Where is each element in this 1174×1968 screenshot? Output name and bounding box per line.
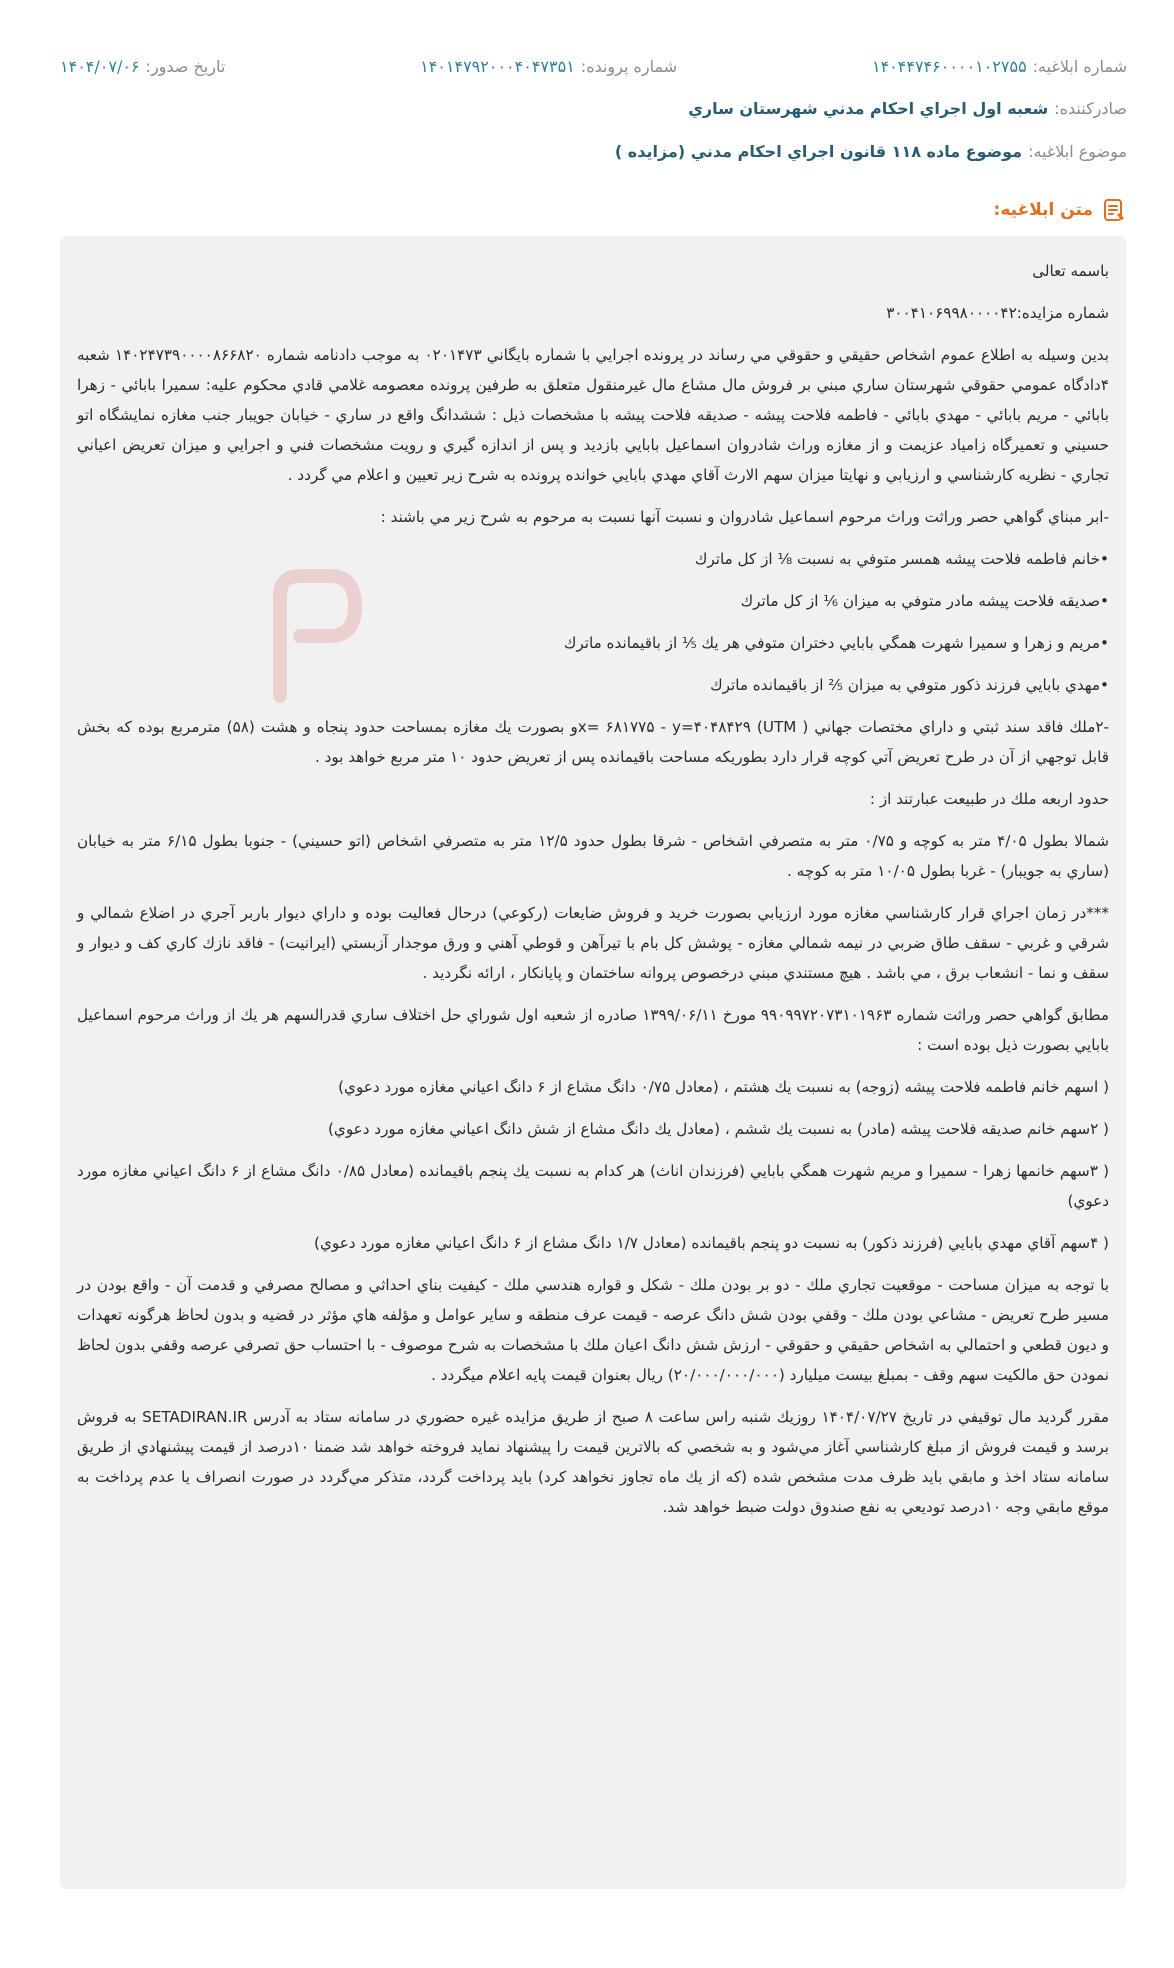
body-paragraph: شماره مزایده:۳۰۰۴۱۰۶۹۹۸۰۰۰۰۴۲ [886, 304, 1109, 322]
document-icon [1101, 197, 1127, 223]
body-paragraph: •خانم فاطمه فلاحت پيشه همسر متوفي به نسبت ⅛ از كل ماترك [694, 550, 1109, 568]
issue-date-label: تاریخ صدور: [145, 57, 226, 76]
body-paragraph: ***در زمان اجراي قرار كارشناسي مغازه مورد ارزيابي بصورت خريد و فروش ضايعات (ركوعي) درحال فعاليت بوده و داراي ديوار باربر آجري در اضلاع شمالي و شرقي و غربي - سقف طاق ضربي در نيمه شمالي مغازه - پوشش كل بام با تيرآهن و قوطي آهني و ورق موجدار آزبستي (ايرانيت) - فاقد نازك كاري كف و ديوار و سقف و نما - انشعاب برق ، مي باشد . هيچ مستندي مبني درخصوص پروانه ساختمان و پايانكار ، ارائه نگرديد . [77, 904, 1109, 982]
notice-body [60, 236, 1126, 1889]
body-paragraph: ( ۴سهم آقاي مهدي بابايي (فرزند ذكور) به نسبت دو پنجم باقيمانده (معادل ۱/۷ دانگ مشاع از ۶ دانگ اعياني مغازه مورد دعوي) [314, 1234, 1109, 1252]
subject [615, 142, 1127, 161]
notice-number-value: ۱۴۰۴۴۷۴۶۰۰۰۰۱۰۲۷۵۵ [871, 57, 1027, 76]
body-paragraph: ( اسهم خانم فاطمه فلاحت پيشه (زوجه) به نسبت يك هشتم ، (معادل ۰/۷۵ دانگ مشاع از ۶ دانگ اعياني مغازه مورد دعوي) [338, 1078, 1109, 1096]
body-paragraph: ( ۳سهم خانمها زهرا - سميرا و مريم شهرت همگي بابايي (فرزندان اناث) هر كدام به نسبت يك پنجم باقيمانده (معادل ۰/۸۵ دانگ مشاع از ۶ دانگ اعياني مغازه مورد دعوي) [77, 1162, 1109, 1210]
issuer [688, 99, 1127, 118]
body-paragraph: •صديقه فلاحت پيشه مادر متوفي به ميزان ⅙ از كل ماترك [740, 592, 1109, 610]
notice-text-heading [994, 197, 1127, 223]
header-row-numbers [60, 57, 1127, 76]
notice-text-title: متن ابلاغیه: [993, 200, 1093, 220]
body-paragraph: حدود اربعه ملك در طبيعت عبارتند از : [869, 790, 1109, 808]
body-paragraph: با توجه به ميزان مساحت - موقعيت تجاري ملك - دو بر بودن ملك - شكل و قواره هندسي ملك - كيفيت بناي احداثي و مصالح مصرفي و قدمت آن - واقع بودن در مسير طرح تعريض - مشاعي بودن ملك - وقفي بودن شش دانگ عرصه - قيمت عرف منطقه و ساير عوامل و مؤلفه هاي مؤثر در قضيه و بدون لحاظ هرگونه تعهدات و ديون قطعي و احتمالي به اشخاص حقيقي و حقوقي - ارزش شش دانگ اعيان ملك با مشخصات به شرح موصوف - با احتساب حق تصرفي عرصه وقفي بدون لحاظ نمودن حق مالكيت سهم وقف - بمبلغ بيست ميليارد (۲۰/۰۰۰/۰۰۰/۰۰۰) ريال بعنوان قيمت پايه اعلام ميگردد . [77, 1276, 1109, 1384]
case-number-value: ۱۴۰۱۴۷۹۲۰۰۰۴۰۴۷۳۵۱ [420, 57, 575, 76]
header-row-subject [60, 142, 1127, 161]
issue-date [60, 57, 225, 76]
issuer-value: شعبه اول اجراي احكام مدني شهرستان ساري [688, 99, 1049, 118]
body-paragraph: بدين وسيله به اطلاع عموم اشخاص حقيقي و حقوقي مي رساند در پرونده اجرايي با شماره بايگاني ۰۲۰۱۴۷۳ به موجب دادنامه شماره ۱۴۰۲۴۷۳۹۰۰۰۰۸۶۶۸۲۰ شعبه ۴دادگاه عمومي حقوقي شهرستان ساري مبني بر فروش مال مشاع مال غيرمنقول متعلق به طرفين پرونده معصومه غلامي قادي محكوم عليه: سميرا بابائي - زهرا بابائي - مريم بابائي - مهدي بابائي - فاطمه فلاحت پيشه - صديقه فلاحت پيشه با مشخصات ذيل : ششدانگ واقع در ساري - خيابان جويبار جنب مغازه نمايشگاه اتو حسيني و تعميرگاه زامياد عزيمت و از مغازه وراث شادروان اسماعيل بابايي بازديد و پس از اندازه گيري و رويت مشخصات فني و اجرايي و ميزان تعريض اعياني تجاري - نظريه كارشناسي و ارزيابي و نهايتا ميزان سهم الارث آقاي مهدي بابايي خوانده پرونده به شرح زير تعيين و اعلام مي گردد . [77, 346, 1110, 484]
body-paragraph: •مريم و زهرا و سميرا شهرت همگي بابايي دختران متوفي هر يك ⅕ از باقيمانده ماترك [563, 634, 1109, 652]
issue-date-value: ۱۴۰۴/۰۷/۰۶ [60, 57, 140, 76]
body-paragraph: -۲ملك فاقد سند ثبتي و داراي مختصات جهاني ( UTM) x= ۶۸۱۷۷۵ - y=۴۰۴۸۴۲۹و بصورت يك مغازه بمساحت حدود پنجاه و هشت (۵۸) مترمربع بوده كه بخش قابل توجهي از آن در طرح تعريض آتي كوچه قرار دارد بطوريكه مساحت باقيمانده پس از تعريض حدود ۱۰ متر مربع خواهد بود . [77, 718, 1109, 766]
body-paragraph: مقرر گرديد مال توقيفي در تاريخ ۱۴۰۴/۰۷/۲۷ روزيك شنبه راس ساعت ۸ صبح از طريق مزايده غيره حضوري در سامانه ستاد به آدرس SETADIRAN.IR به فروش برسد و قيمت فروش از مبلغ كارشناسي آغاز مي‌شود و به شخصي كه بالاترين قيمت را پيشنهاد نمايد فروخته خواهد شد ضمنا ۱۰درصد از قيمت پيشنهادي از طريق سامانه ستاد اخذ و مابقي بايد ظرف مدت مشخص شده (كه از يك ماه تجاوز نخواهد كرد) بايد پرداخت گردد، متذكر مي‌گردد در صورت انصراف يا عدم پرداخت به موقع مابقي وجه ۱۰درصد توديعي به نفع صندوق دولت ضبط خواهد شد. [77, 1408, 1109, 1516]
body-paragraph: شمالا بطول ۴/۰۵ متر به كوچه و ۰/۷۵ متر به متصرفي اشخاص - شرقا بطول حدود ۱۲/۵ متر به متصرفي اشخاص (اتو حسيني) - جنوبا بطول ۶/۱۵ متر به خيابان (ساري به جويبار) - غربا بطول ۱۰/۰۵ متر به كوچه . [77, 832, 1109, 880]
subject-value: موضوع ماده ۱۱۸ قانون اجراي احكام مدني (مزايده ) [614, 142, 1023, 161]
case-number-label: شماره پرونده: [580, 57, 678, 76]
notice-number-label: شماره ابلاغیه: [1032, 57, 1127, 76]
header-row-issuer [60, 99, 1127, 118]
issuer-label: صادرکننده: [1054, 99, 1127, 118]
body-paragraph: -ابر مبناي گواهي حصر وراثت وراث مرحوم اسماعيل شادروان و نسبت آنها نسبت به مرحوم به شرح زير مي باشند : [380, 508, 1109, 526]
body-paragraph: ( ۲سهم خانم صديقه فلاحت پيشه (مادر) به نسبت يك ششم ، (معادل يك دانگ مشاع از شش دانگ اعياني مغازه مورد دعوي) [328, 1120, 1109, 1138]
body-paragraph: •مهدي بابايي فرزند ذكور متوفي به ميزان ⅖ از باقيمانده ماترك [710, 676, 1109, 694]
subject-label: موضوع ابلاغیه: [1028, 142, 1127, 161]
notice-number [872, 57, 1127, 76]
case-number [420, 57, 677, 76]
body-paragraph: مطابق گواهي حصر وراثت شماره ۹۹۰۹۹۷۲۰۷۳۱۰۱۹۶۳ مورخ ۱۳۹۹/۰۶/۱۱ صادره از شعبه اول شوراي حل اختلاف ساري قدرالسهم هر يك از وراث مرحوم اسماعيل بابايي بصورت ذيل بوده است : [77, 1006, 1110, 1054]
body-paragraph: باسمه تعالی [1032, 262, 1109, 280]
